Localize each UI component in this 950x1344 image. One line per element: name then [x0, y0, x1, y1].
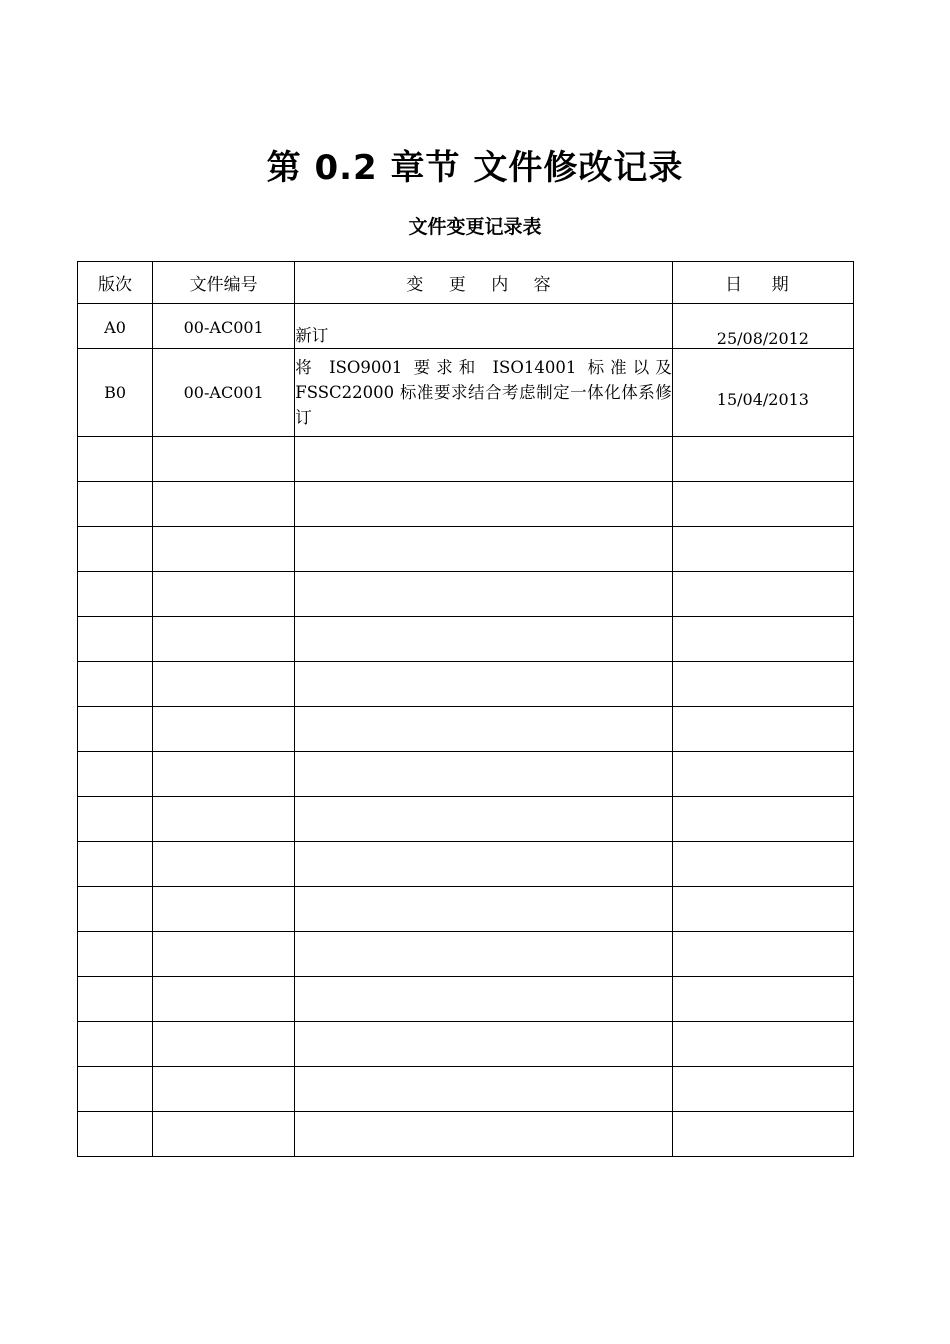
cell-change-content [295, 1067, 672, 1112]
revision-record-table [77, 261, 854, 1157]
empty-table-row [78, 572, 854, 617]
cell-version [78, 1067, 153, 1112]
cell-date [672, 527, 853, 572]
cell-change-content [295, 572, 672, 617]
cell-change-content [295, 437, 672, 482]
header-version: 版次 [78, 262, 153, 304]
header-date: 日 期 [672, 262, 853, 304]
empty-table-row [78, 1067, 854, 1112]
cell-doc-code: 00-AC001 [153, 349, 295, 437]
page-title: 第 0.2 章节 文件修改记录 [266, 148, 684, 188]
cell-doc-code [153, 572, 295, 617]
cell-version [78, 797, 153, 842]
empty-table-row [78, 932, 854, 977]
empty-table-row [78, 752, 854, 797]
cell-date [672, 1022, 853, 1067]
cell-version [78, 572, 153, 617]
cell-version [78, 1112, 153, 1157]
empty-table-row [78, 662, 854, 707]
cell-doc-code [153, 1022, 295, 1067]
table-row [78, 349, 854, 437]
cell-date [672, 1112, 853, 1157]
cell-date: 25/08/2012 [672, 304, 853, 349]
cell-version: A0 [78, 304, 153, 349]
table-row [78, 304, 854, 349]
cell-change-content: 将 ISO9001 要求和 ISO14001 标准以及 FSSC22000 标准要求结合考虑制定一体化体系修订 [295, 349, 672, 437]
table-header-row [78, 262, 854, 304]
cell-doc-code [153, 752, 295, 797]
cell-version [78, 707, 153, 752]
cell-change-content [295, 842, 672, 887]
cell-date: 15/04/2013 [672, 349, 853, 437]
cell-doc-code [153, 842, 295, 887]
cell-change-content [295, 1022, 672, 1067]
cell-change-content [295, 932, 672, 977]
cell-doc-code [153, 662, 295, 707]
cell-version [78, 977, 153, 1022]
cell-change-content [295, 707, 672, 752]
cell-doc-code [153, 707, 295, 752]
empty-table-row [78, 1112, 854, 1157]
cell-doc-code [153, 527, 295, 572]
cell-change-content [295, 662, 672, 707]
cell-version [78, 887, 153, 932]
cell-change-content [295, 797, 672, 842]
cell-date [672, 437, 853, 482]
cell-doc-code: 00-AC001 [153, 304, 295, 349]
table-title: 文件变更记录表 [408, 216, 542, 238]
header-doc-code: 文件编号 [153, 262, 295, 304]
cell-version: B0 [78, 349, 153, 437]
cell-version [78, 932, 153, 977]
empty-table-row [78, 527, 854, 572]
cell-doc-code [153, 887, 295, 932]
cell-doc-code [153, 437, 295, 482]
cell-doc-code [153, 1112, 295, 1157]
cell-date [672, 482, 853, 527]
cell-version [78, 752, 153, 797]
cell-version [78, 617, 153, 662]
cell-date [672, 887, 853, 932]
cell-date [672, 932, 853, 977]
empty-table-row [78, 797, 854, 842]
cell-doc-code [153, 977, 295, 1022]
cell-doc-code [153, 1067, 295, 1112]
cell-date [672, 707, 853, 752]
cell-change-content [295, 977, 672, 1022]
cell-version [78, 662, 153, 707]
cell-version [78, 842, 153, 887]
cell-version [78, 482, 153, 527]
cell-doc-code [153, 932, 295, 977]
cell-date [672, 662, 853, 707]
empty-table-row [78, 617, 854, 662]
empty-table-row [78, 887, 854, 932]
cell-version [78, 527, 153, 572]
cell-change-content [295, 482, 672, 527]
cell-doc-code [153, 617, 295, 662]
cell-date [672, 797, 853, 842]
cell-change-content [295, 617, 672, 662]
cell-change-content [295, 887, 672, 932]
empty-table-row [78, 482, 854, 527]
cell-doc-code [153, 482, 295, 527]
cell-date [672, 752, 853, 797]
cell-change-content [295, 752, 672, 797]
cell-date [672, 842, 853, 887]
empty-table-row [78, 977, 854, 1022]
cell-date [672, 617, 853, 662]
empty-table-row [78, 1022, 854, 1067]
cell-date [672, 572, 853, 617]
cell-change-content: 新订 [295, 304, 672, 349]
cell-change-content [295, 527, 672, 572]
cell-doc-code [153, 797, 295, 842]
cell-date [672, 977, 853, 1022]
cell-version [78, 437, 153, 482]
cell-change-content [295, 1112, 672, 1157]
header-content: 变 更 内 容 [295, 262, 672, 304]
cell-version [78, 1022, 153, 1067]
empty-table-row [78, 842, 854, 887]
empty-table-row [78, 707, 854, 752]
cell-date [672, 1067, 853, 1112]
empty-table-row [78, 437, 854, 482]
